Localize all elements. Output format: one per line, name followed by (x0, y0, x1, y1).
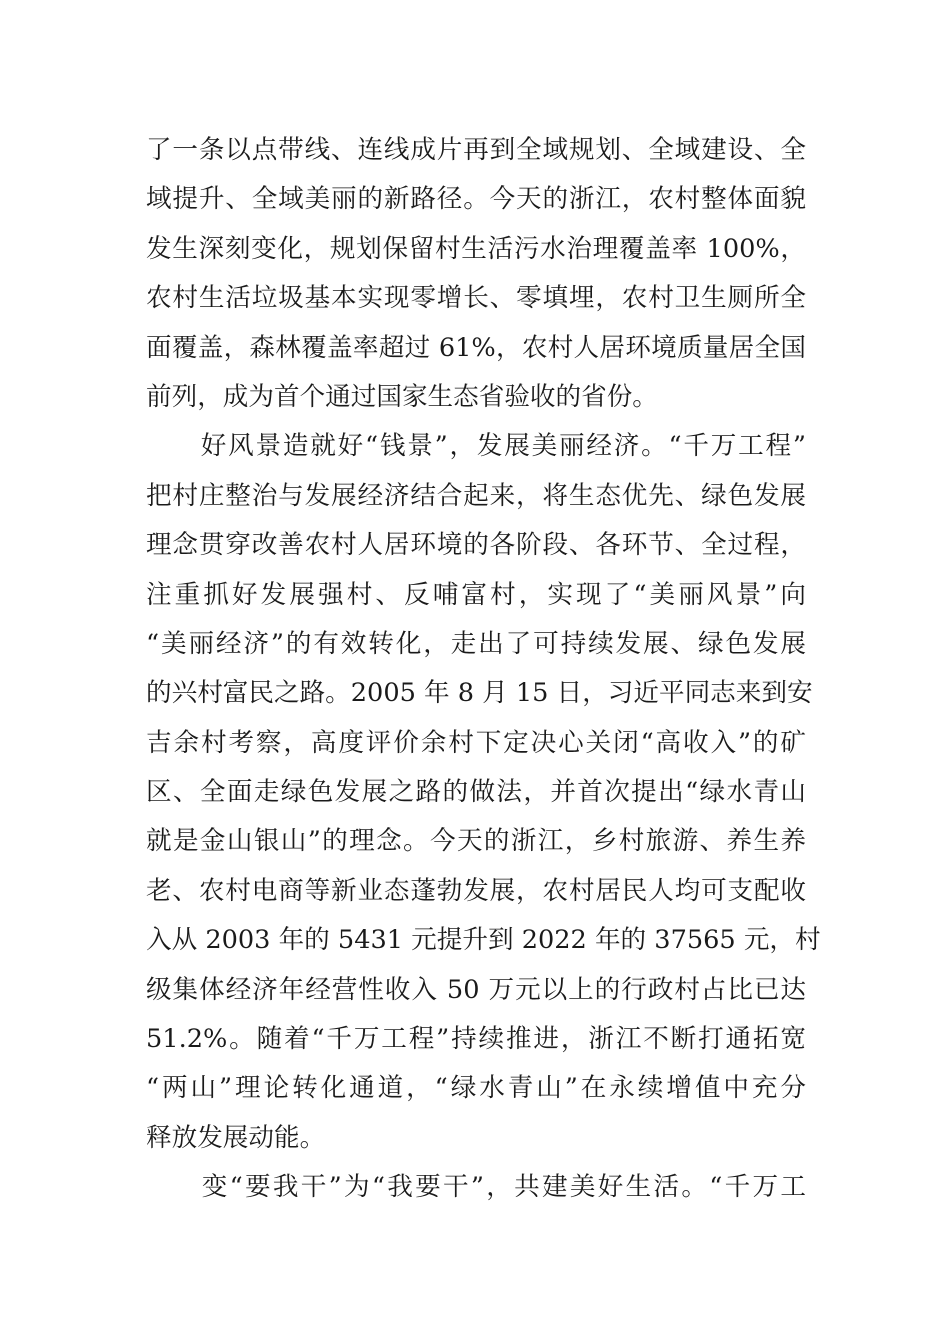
text-line: 的兴村富民之路。2005 年 8 月 15 日，习近平同志来到安 (146, 678, 813, 709)
text-line: 域提升、全域美丽的新路径。今天的浙江，农村整体面貌 (146, 184, 806, 215)
paragraph (146, 1163, 806, 1212)
text-line: 面覆盖，森林覆盖率超过 61%，农村人居环境质量居全国 (146, 332, 806, 363)
text-line: 51.2%。随着“千万工程”持续推进，浙江不断打通拓宽 (146, 1024, 806, 1055)
text-line: 区、全面走绿色发展之路的做法，并首次提出“绿水青山 (146, 777, 806, 808)
text-line: 把村庄整治与发展经济结合起来，将生态优先、绿色发展 (146, 480, 806, 511)
text-line: 发生深刻变化，规划保留村生活污水治理覆盖率 100%， (146, 233, 806, 264)
text-line: 好风景造就好“钱景”，发展美丽经济。“千万工程” (146, 431, 806, 462)
text-line: 级集体经济年经营性收入 50 万元以上的行政村占比已达 (146, 974, 806, 1005)
text-line: 释放发展动能。 (146, 1122, 326, 1153)
paragraph (146, 126, 806, 422)
text-line: 了一条以点带线、连线成片再到全域规划、全域建设、全 (146, 135, 806, 165)
text-line: “美丽经济”的有效转化，走出了可持续发展、绿色发展 (146, 628, 806, 659)
article-body (146, 126, 821, 1213)
text-line: 老、农村电商等新业态蓬勃发展，农村居民人均可支配收 (146, 875, 806, 906)
paragraph (146, 422, 821, 1163)
text-line: “两山”理论转化通道，“绿水青山”在永续增值中充分 (146, 1073, 806, 1104)
text-line: 变“要我干”为“我要干”，共建美好生活。“千万工 (146, 1172, 806, 1203)
text-line: 前列，成为首个通过国家生态省验收的省份。 (146, 381, 658, 412)
text-line: 入从 2003 年的 5431 元提升到 2022 年的 37565 元，村 (146, 925, 821, 956)
text-line: 注重抓好发展强村、反哺富村，实现了“美丽风景”向 (146, 579, 806, 610)
text-line: 农村生活垃圾基本实现零增长、零填埋，农村卫生厕所全 (146, 283, 806, 314)
text-line: 理念贯穿改善农村人居环境的各阶段、各环节、全过程， (146, 530, 806, 561)
text-line: 吉余村考察，高度评价余村下定决心关闭“高收入”的矿 (146, 727, 806, 758)
text-line: 就是金山银山”的理念。今天的浙江，乡村旅游、养生养 (146, 826, 806, 857)
